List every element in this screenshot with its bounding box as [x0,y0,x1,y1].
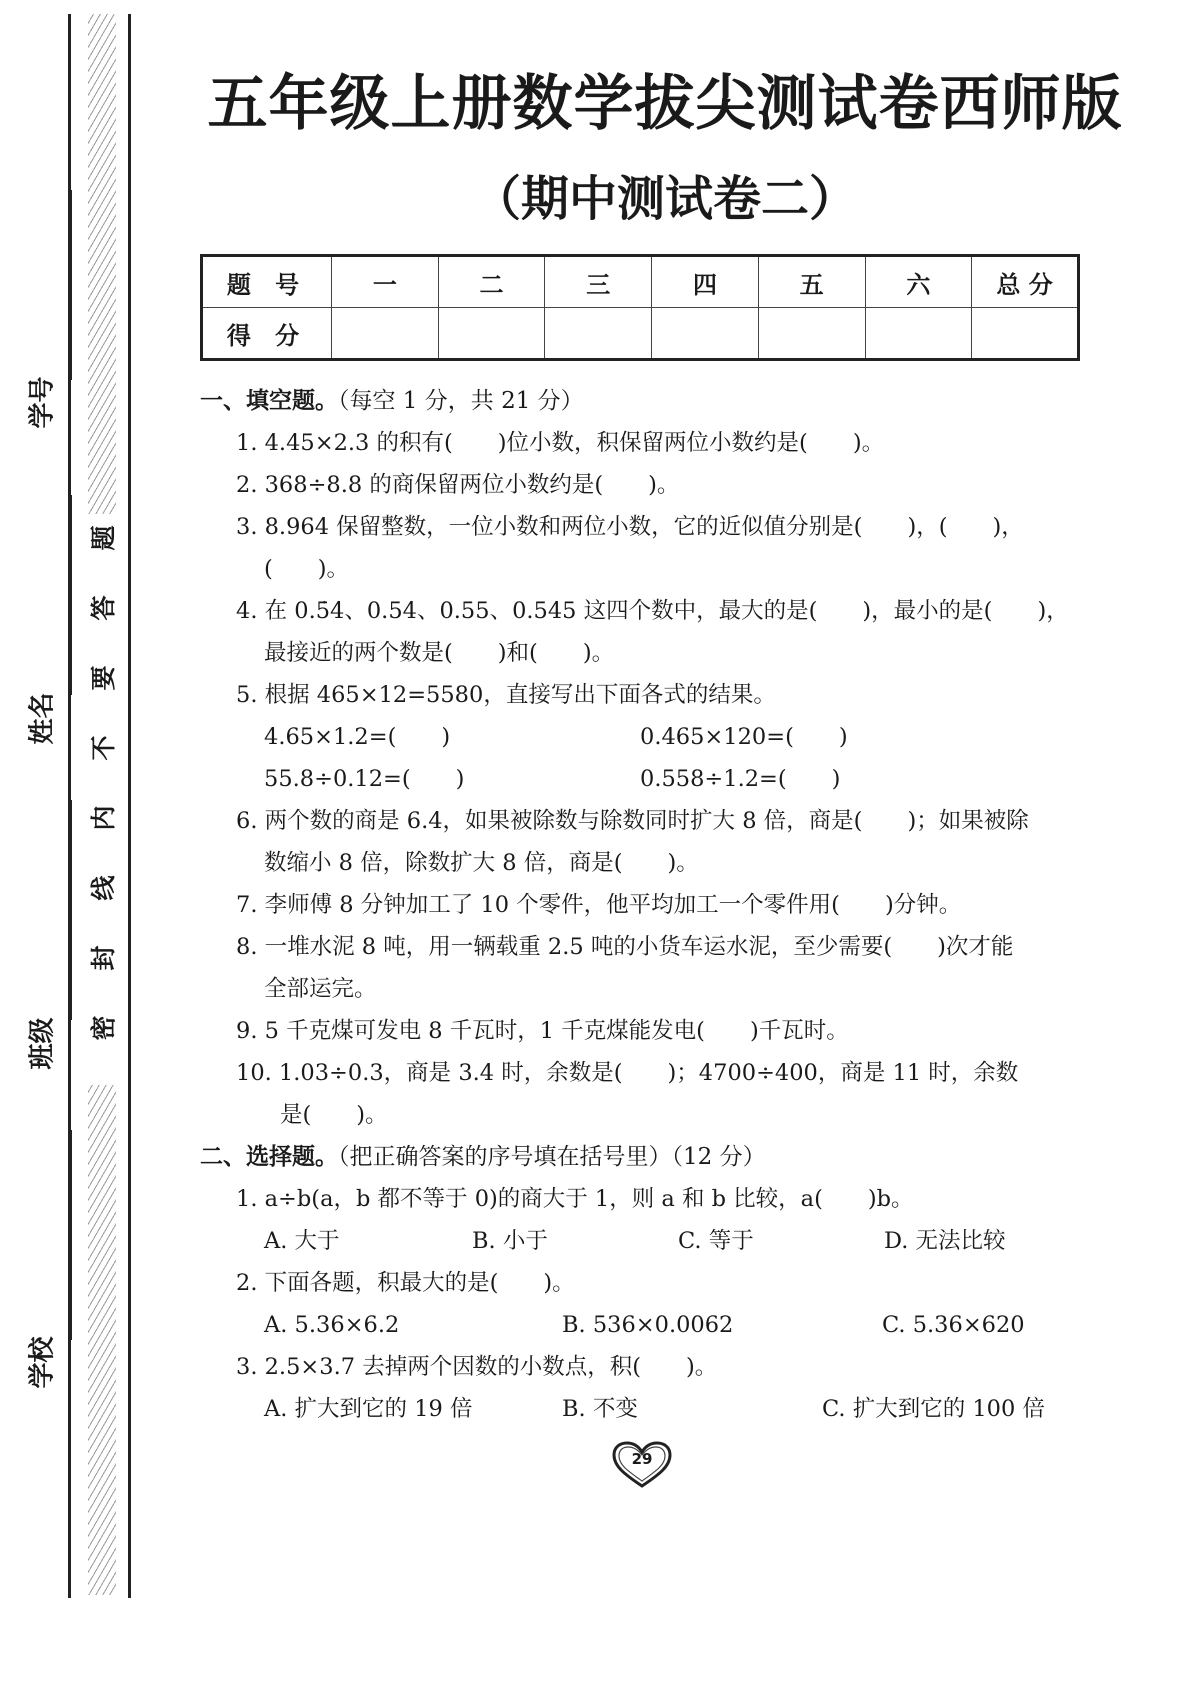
question-line: 10. 1.03÷0.3，商是 3.4 时，余数是( )；4700÷400，商是 11 时，余数 [236,1060,1019,1086]
question-line: 是( )。 [280,1102,388,1128]
score-table-score-row [202,308,1079,360]
choice-option: B. 小于 [472,1228,548,1254]
margin-line-right [128,14,131,1598]
score-table-header: 六 [865,256,972,308]
student-name-label: 姓名 [27,692,58,745]
section-note: （把正确答案的序号填在括号里）（12 分） [338,1144,766,1170]
margin-hatch-bottom [88,1085,116,1595]
question-line: 7. 李师傅 8 分钟加工了 10 个零件，他平均加工一个零件用( )分钟。 [236,892,962,918]
sub-item: 0.558÷1.2=( ) [640,766,841,792]
score-table-header: 题 号 [202,256,332,308]
seal-char: 要 [89,665,118,691]
seal-char: 内 [89,805,118,831]
choice-option: A. 5.36×6.2 [264,1312,400,1338]
question-line: 1. a÷b(a，b 都不等于 0)的商大于 1，则 a 和 b 比较，a( )b。 [236,1186,914,1212]
question-line: 9. 5 千克煤可发电 8 千瓦时，1 千克煤能发电( )千瓦时。 [236,1018,849,1044]
sub-item: 55.8÷0.12=( ) [264,766,465,792]
choice-option: A. 扩大到它的 19 倍 [264,1396,473,1422]
choice-options [200,1388,1100,1430]
page-title: 五年级上册数学拔尖测试卷西师版 [207,69,1123,139]
sub-item: 4.65×1.2=( ) [264,724,451,750]
score-row-label: 得 分 [202,308,332,360]
seal-char: 密 [89,1015,118,1041]
score-cell[interactable] [865,308,972,360]
section-heading-multiple-choice [200,1136,1100,1178]
question-line: 6. 两个数的商是 6.4，如果被除数与除数同时扩大 8 倍，商是( )；如果被除 [236,808,1029,834]
sub-item: 0.465×120=( ) [640,724,848,750]
score-table-header: 四 [652,256,759,308]
choice-option: D. 无法比较 [884,1228,1006,1254]
choice-options [200,1304,1100,1346]
choice-option: B. 536×0.0062 [562,1312,734,1338]
seal-char: 封 [89,945,118,971]
student-id-line [70,190,72,380]
score-table-header: 二 [438,256,545,308]
question-line: 5. 根据 465×12=5580，直接写出下面各式的结果。 [236,682,776,708]
class-line [70,800,72,1020]
choice-option: C. 扩大到它的 100 倍 [822,1396,1045,1422]
page-subtitle: （期中测试卷二） [472,171,857,227]
question-line: 数缩小 8 倍，除数扩大 8 倍，商是( )。 [264,850,699,876]
score-table-header: 一 [332,256,439,308]
choice-option: A. 大于 [264,1228,340,1254]
question-line: 3. 8.964 保留整数，一位小数和两位小数，它的近似值分别是( )，( )， [236,514,1024,540]
score-table-header: 总 分 [972,256,1079,308]
choice-option: C. 等于 [678,1228,754,1254]
seal-char: 题 [89,525,118,551]
exam-content [200,380,1100,1430]
score-cell[interactable] [972,308,1079,360]
seal-char: 不 [89,735,118,761]
score-cell[interactable] [332,308,439,360]
question-sub-row [200,716,1100,758]
seal-char: 线 [89,875,118,901]
question-line: 2. 下面各题，积最大的是( )。 [236,1270,575,1296]
question-line: 8. 一堆水泥 8 吨，用一辆载重 2.5 吨的小货车运水泥，至少需要( )次才能 [236,934,1014,960]
score-table-header-row [202,256,1079,308]
section-title: 二、选择题。 [200,1143,338,1170]
score-cell[interactable] [758,308,865,360]
section-note: （每空 1 分，共 21 分） [338,388,584,414]
score-cell[interactable] [438,308,545,360]
score-table [200,254,1080,361]
question-sub-row [200,758,1100,800]
question-line: 2. 368÷8.8 的商保留两位小数约是( )。 [236,472,680,498]
seal-char: 答 [89,595,118,621]
question-line: 4. 在 0.5̇4̇、0.54̇、0.55、0.545 这四个数中，最大的是( )，最小的是( )， [236,598,1069,624]
margin-hatch-top [88,14,116,514]
choice-option: C. 5.36×620 [882,1312,1025,1338]
score-cell[interactable] [652,308,759,360]
page-number: 29 [631,1450,653,1468]
section-title: 一、填空题。 [200,387,338,414]
page-number-badge [610,1440,674,1490]
score-table-header: 五 [758,256,865,308]
question-line: 1. 4.45×2.3 的积有( )位小数，积保留两位小数约是( )。 [236,430,885,456]
question-line: 3. 2.5×3.7 去掉两个因数的小数点，积( )。 [236,1354,718,1380]
student-name-line [70,495,72,695]
choice-option: B. 不变 [562,1396,638,1422]
school-line [70,1130,72,1340]
choice-options [200,1220,1100,1262]
question-line: 最接近的两个数是( )和( )。 [264,640,615,666]
section-heading-fill-blank [200,380,1100,422]
class-label: 班级 [27,1017,58,1070]
school-label: 学校 [27,1336,58,1389]
student-id-label: 学号 [27,376,58,429]
question-line: 全部运完。 [264,976,377,1002]
score-table-header: 三 [545,256,652,308]
score-cell[interactable] [545,308,652,360]
question-line: ( )。 [264,556,350,582]
